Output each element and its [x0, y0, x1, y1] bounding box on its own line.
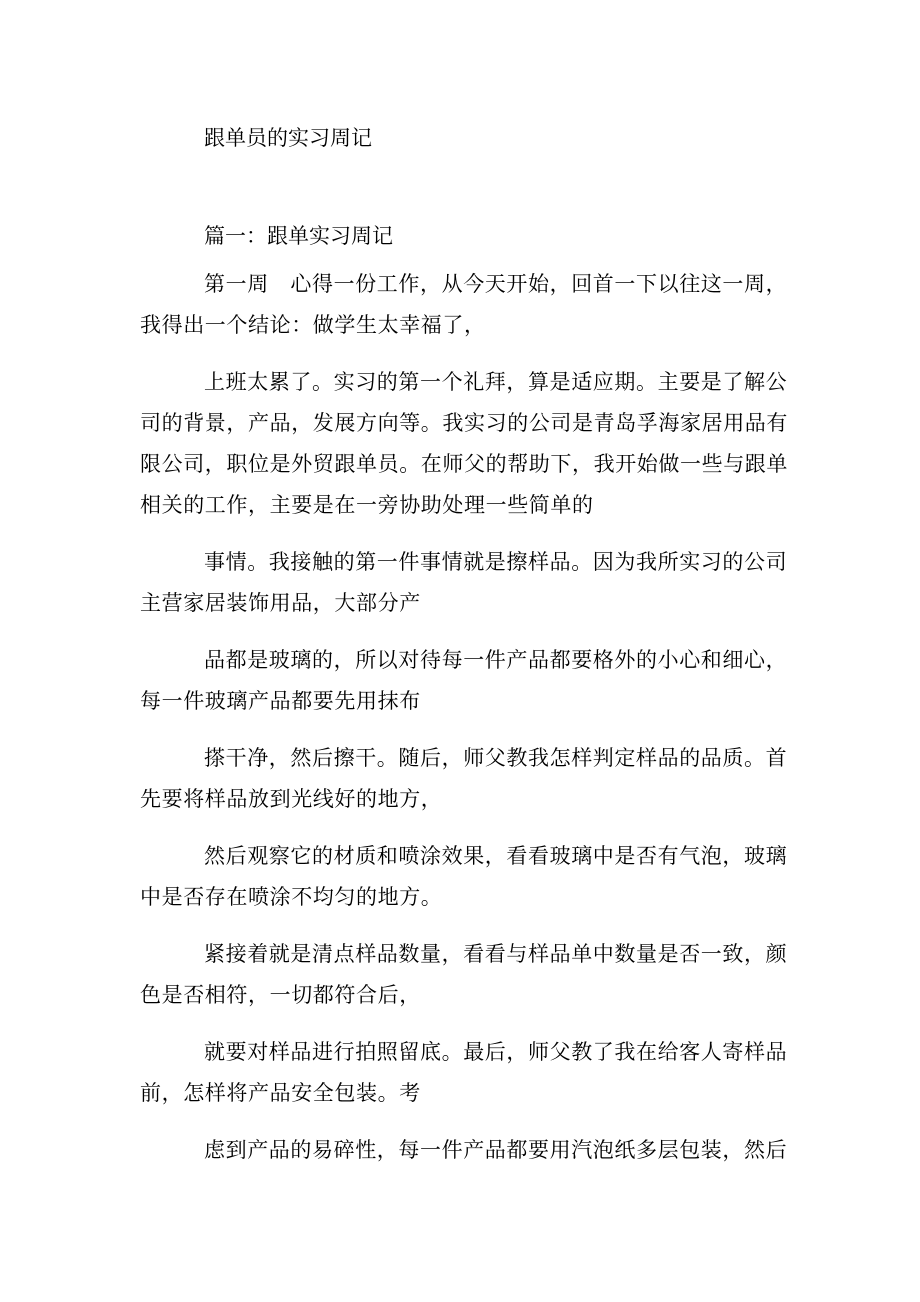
paragraph-line: 紧接着就是清点样品数量，看看与样品单中数量是否一致，颜: [204, 942, 788, 966]
paragraph-line: 主营家居装饰用品，大部分产: [140, 591, 421, 615]
paragraph: [140, 836, 788, 918]
paragraph-line: 品都是玻璃的，所以对待每一件产品都要格外的小心和细心，: [204, 648, 788, 672]
paragraph: [140, 640, 788, 722]
paragraph-line: 然后观察它的材质和喷涂效果，看看玻璃中是否有气泡，玻璃: [204, 844, 788, 868]
paragraph-line: 我得出一个结论：做学生太幸福了，: [140, 313, 486, 337]
paragraph-line: 事情。我接触的第一件事情就是擦样品。因为我所实习的公司: [204, 550, 788, 574]
paragraph: [140, 738, 788, 820]
paragraph-line: 虑到产品的易碎性，每一件产品都要用汽泡纸多层包装，然后: [204, 1138, 788, 1162]
paragraph: [140, 542, 788, 624]
paragraph-line: 就要对样品进行拍照留底。最后，师父教了我在给客人寄样品: [204, 1040, 788, 1064]
document-body: [140, 264, 788, 1171]
paragraph-line: 相关的工作，主要是在一旁协助处理一些简单的: [140, 493, 594, 517]
paragraph-line: 第一周 心得一份工作，从今天开始，回首一下以往这一周，: [204, 272, 788, 296]
paragraph: [140, 934, 788, 1016]
paragraph: [140, 362, 788, 526]
document-title: 跟单员的实习周记: [204, 126, 372, 150]
paragraph-line: 先要将样品放到光线好的地方，: [140, 787, 443, 811]
section-heading: 篇一：跟单实习周记: [204, 224, 393, 248]
paragraph-line: 每一件玻璃产品都要先用抹布: [140, 689, 421, 713]
paragraph-line: 上班太累了。实习的第一个礼拜，算是适应期。主要是了解公: [204, 370, 788, 394]
paragraph-line: 前，怎样将产品安全包装。考: [140, 1081, 421, 1105]
paragraph-line: 限公司，职位是外贸跟单员。在师父的帮助下，我开始做一些与跟单: [140, 452, 788, 476]
paragraph-line: 色是否相符，一切都符合后，: [140, 983, 421, 1007]
paragraph: [140, 1130, 788, 1171]
paragraph: [140, 1032, 788, 1114]
paragraph-line: 司的背景，产品，发展方向等。我实习的公司是青岛孚海家居用品有: [140, 411, 788, 435]
paragraph: [140, 264, 788, 346]
paragraph-line: 搽干净，然后擦干。随后，师父教我怎样判定样品的品质。首: [204, 746, 788, 770]
paragraph-line: 中是否存在喷涂不均匀的地方。: [140, 885, 443, 909]
